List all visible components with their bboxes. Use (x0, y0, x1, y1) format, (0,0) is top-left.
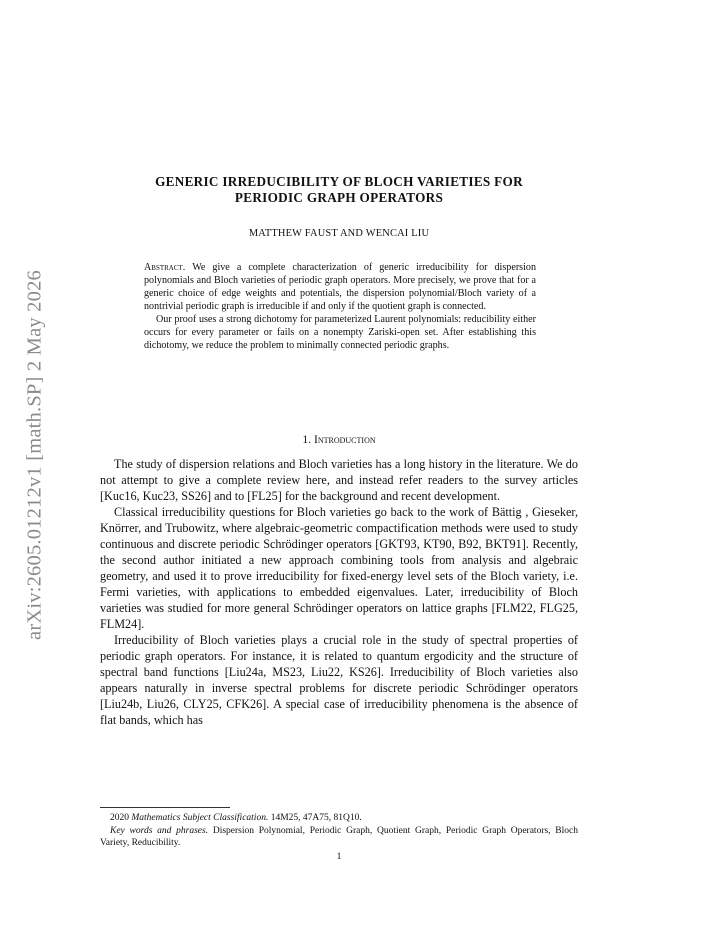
body-paragraph-2: Classical irreducibility questions for Bloch varieties go back to the work of Bättig , Gieseker, Knörrer, and Trubowitz, where algebraic-geometric compactification methods were used to study continuous and discrete periodic Schrödinger operators [GKT93, KT90, B92, BKT91]. Recently, the second author initiated a new approach combining tools from analysis and algebraic geometry, and used it to prove irreducibility for fixed-energy level sets of the Bloch variety, i.e. Fermi varieties, with applications to embedded eigenvalues. Later, irreducibility of Bloch varieties was studied for more general Schrödinger operators on lattice graphs [FLM22, FLG25, FLM24]. (100, 505, 578, 631)
arxiv-identifier-stamp (18, 255, 52, 655)
msc-year: 2020 (110, 813, 129, 823)
abstract-paragraph-1 (144, 261, 536, 313)
keywords-label: Key words and phrases. (110, 825, 209, 836)
body-paragraph-1: The study of dispersion relations and Bloch varieties has a long history in the literature. We do not attempt to give a complete review here, and instead refer readers to the survey articles [Kuc16, Kuc23, SS26] and to [FL25] for the background and recent development. (100, 457, 578, 503)
abstract-heading: Abstract. (144, 262, 186, 273)
msc-label: Mathematics Subject Classification. (131, 813, 269, 823)
arxiv-identifier-text: arXiv:2605.01212v1 [math.SP] 2 May 2026 (23, 270, 46, 640)
abstract-text-1: We give a complete characterization of generic irreducibility for dispersion polynomials and Bloch varieties of periodic graph operators. More precisely, we prove that for a generic choice of edge weights and potentials, the dispersion polynomial/Bloch variety of a nontrivial periodic graph is irreducible if and only if the quotient graph is connected. (144, 262, 537, 312)
body-paragraph-3: Irreducibility of Bloch varieties plays a crucial role in the study of spectral properties of periodic graph operators. For instance, it is related to quantum ergodicity and the structure of spectral band functions [Liu24a, MS23, Liu22, KS26]. Irreducibility of Bloch varieties also appears naturally in inverse spectral problems for discrete periodic Schrödinger operators [Liu24b, Liu26, CLY25, CFK26]. A special case of irreducibility phenomena is the absence of flat bands, which has (100, 633, 578, 727)
body-text (100, 456, 578, 728)
keywords-text: Dispersion Polynomial, Periodic Graph, Quotient Graph, Periodic Graph Operators, Bloch Variety, Reducibility. (100, 825, 578, 848)
author-list: MATTHEW FAUST AND WENCAI LIU (248, 228, 430, 239)
footnotes (100, 812, 578, 850)
paper-title (100, 174, 578, 206)
page-number: 1 (336, 852, 342, 862)
msc-footnote (100, 812, 578, 825)
title-line-1: GENERIC IRREDUCIBILITY OF BLOCH VARIETIES FOR (155, 174, 523, 189)
section-title: Introduction (313, 433, 376, 446)
title-line-2: PERIODIC GRAPH OPERATORS (234, 190, 444, 205)
msc-codes: 14M25, 47A75, 81Q10. (270, 813, 362, 823)
keywords-footnote (100, 825, 578, 850)
section-number: 1. (302, 433, 312, 446)
footnote-rule (100, 807, 230, 808)
abstract (144, 261, 536, 352)
section-heading (100, 433, 578, 446)
abstract-paragraph-2: Our proof uses a strong dichotomy for parameterized Laurent polynomials: reducibility either occurs for every parameter or fails on a nonempty Zariski-open set. After establishing this dichotomy, we reduce the problem to minimally connected periodic graphs. (144, 314, 536, 351)
